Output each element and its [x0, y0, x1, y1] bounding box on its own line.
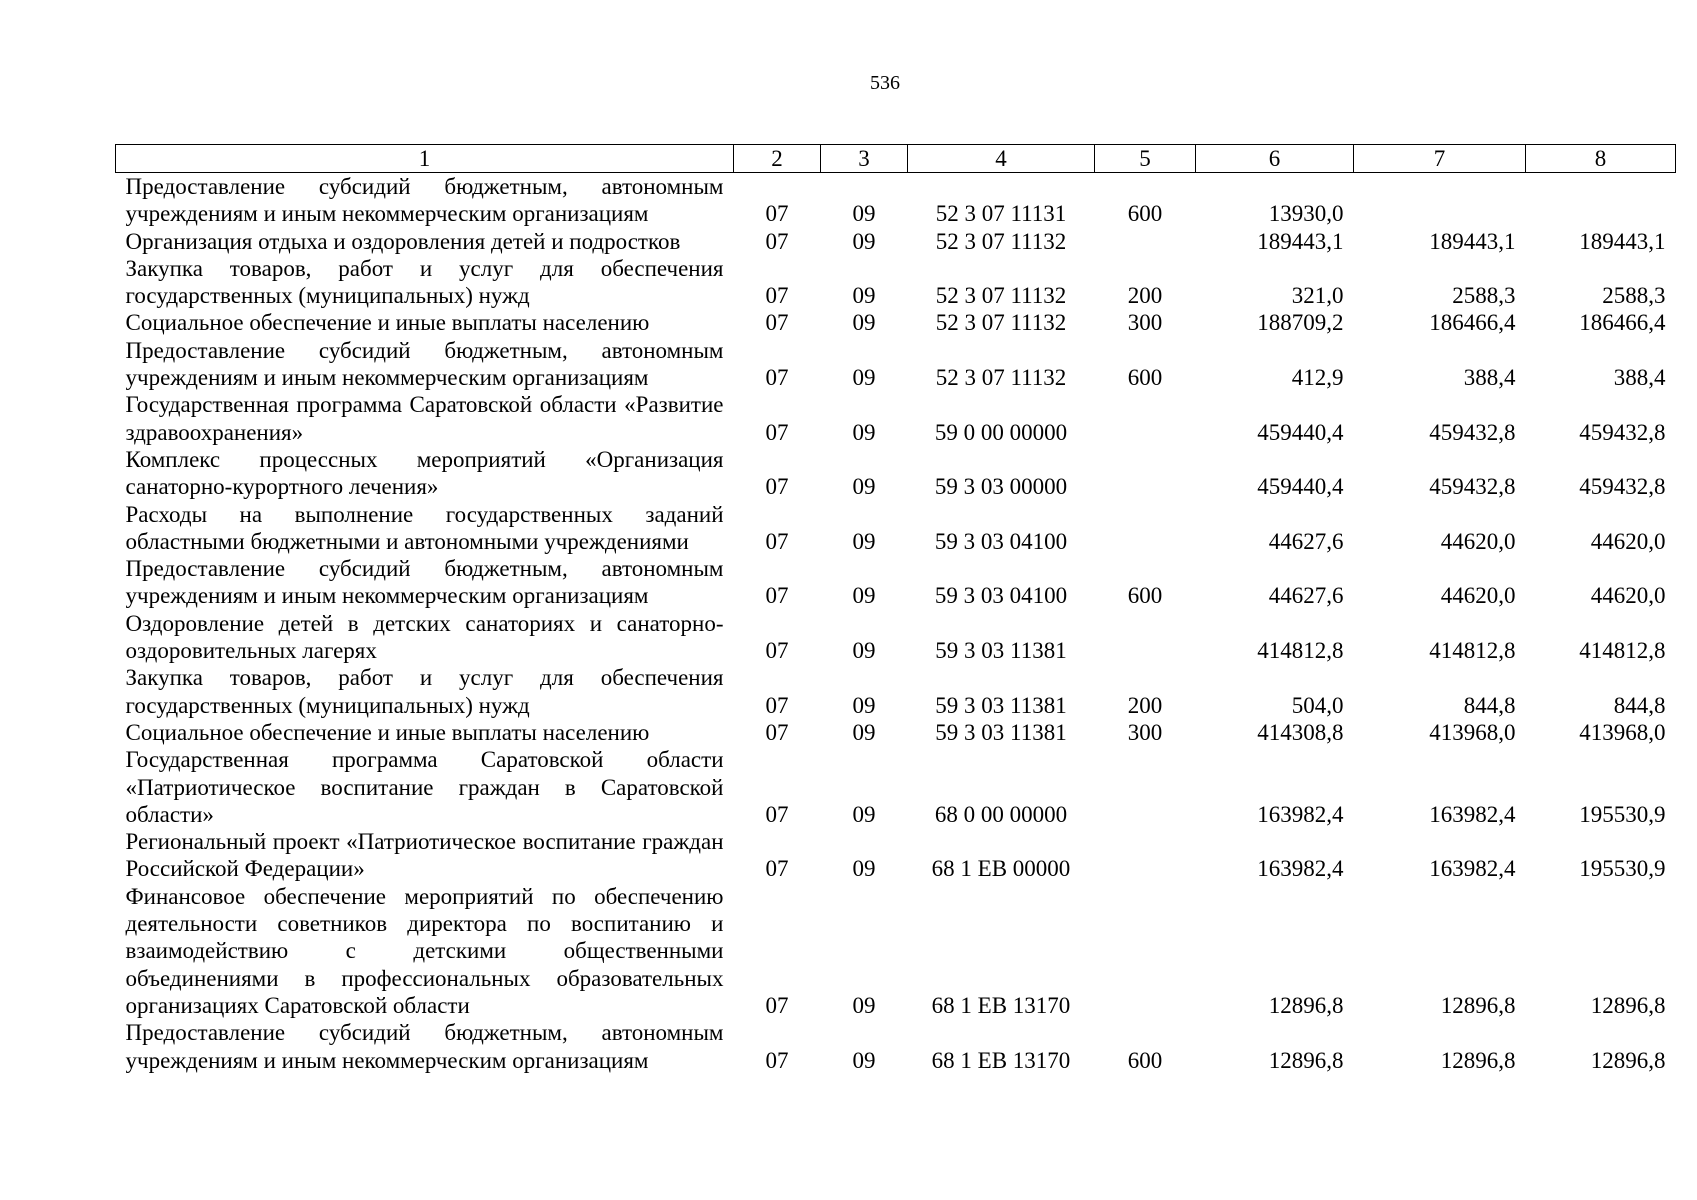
table-header — [116, 145, 1676, 173]
row-description: Оздоровление детей в детских санаториях и санаторно-оздоровительных лагерях — [125, 610, 724, 664]
subsection-code: 09 — [852, 583, 876, 609]
table-row — [116, 1019, 1676, 1074]
amount-col-7: 44620,0 — [1440, 528, 1516, 554]
row-description: Финансовое обеспечение мероприятий по обеспечению деятельности советников директора по воспитанию и взаимодействию с детскими общественными объединениями в профессиональных образовательных организациях Саратовской области — [125, 883, 724, 1018]
row-description: Предоставление субсидий бюджетным, автономным учреждениям и иным некоммерческим организациям — [125, 337, 724, 391]
amount-col-8: 189443,1 — [1579, 228, 1666, 254]
expense-type-code: 600 — [1127, 201, 1163, 227]
target-article-code: 68 0 00 00000 — [934, 801, 1068, 827]
target-article-code: 59 3 03 04100 — [934, 528, 1068, 554]
amount-col-8: 195530,9 — [1579, 801, 1666, 827]
amount-col-8: 186466,4 — [1579, 310, 1666, 336]
column-header-5: 5 — [1095, 145, 1196, 173]
section-code: 07 — [765, 801, 789, 827]
table-body — [116, 173, 1676, 1074]
amount-col-8: 413968,0 — [1579, 719, 1666, 745]
expense-type-code: 600 — [1127, 365, 1163, 391]
expense-type-code — [1095, 501, 1196, 556]
amount-col-7: 413968,0 — [1429, 719, 1516, 745]
amount-col-7: 163982,4 — [1429, 856, 1516, 882]
amount-col-7: 12896,8 — [1440, 1047, 1516, 1073]
section-code: 07 — [765, 992, 789, 1018]
table-row — [116, 337, 1676, 392]
amount-col-8: 459432,8 — [1579, 419, 1666, 445]
target-article-code: 52 3 07 11132 — [935, 228, 1067, 254]
table-row — [116, 228, 1676, 255]
target-article-code: 59 3 03 11381 — [935, 719, 1067, 745]
amount-col-7: 12896,8 — [1440, 992, 1516, 1018]
table-row — [116, 501, 1676, 556]
subsection-code: 09 — [852, 419, 876, 445]
target-article-code: 59 3 03 04100 — [934, 583, 1068, 609]
expense-type-code — [1095, 746, 1196, 828]
subsection-code: 09 — [852, 992, 876, 1018]
expense-type-code — [1095, 228, 1196, 255]
subsection-code: 09 — [852, 719, 876, 745]
amount-col-7 — [1354, 173, 1526, 228]
target-article-code: 52 3 07 11132 — [935, 310, 1067, 336]
subsection-code: 09 — [852, 692, 876, 718]
amount-col-7: 459432,8 — [1429, 419, 1516, 445]
amount-col-6: 189443,1 — [1257, 228, 1344, 254]
amount-col-8: 44620,0 — [1590, 528, 1666, 554]
table-row — [116, 446, 1676, 501]
section-code: 07 — [765, 638, 789, 664]
row-description: Организация отдыха и оздоровления детей и подростков — [125, 228, 681, 254]
expense-type-code: 300 — [1127, 719, 1163, 745]
target-article-code: 59 3 03 00000 — [934, 474, 1068, 500]
subsection-code: 09 — [852, 638, 876, 664]
section-code: 07 — [765, 474, 789, 500]
amount-col-6: 12896,8 — [1268, 992, 1344, 1018]
amount-col-7: 44620,0 — [1440, 583, 1516, 609]
row-description: Комплекс процессных мероприятий «Организация санаторно-курортного лечения» — [125, 446, 724, 500]
amount-col-8: 12896,8 — [1590, 992, 1666, 1018]
target-article-code: 52 3 07 11132 — [935, 365, 1067, 391]
table-row — [116, 664, 1676, 719]
amount-col-7: 459432,8 — [1429, 474, 1516, 500]
column-header-7: 7 — [1354, 145, 1526, 173]
row-description: Закупка товаров, работ и услуг для обеспечения государственных (муниципальных) нужд — [125, 665, 724, 718]
column-header-3: 3 — [821, 145, 908, 173]
amount-col-8: 459432,8 — [1579, 474, 1666, 500]
table-row — [116, 883, 1676, 1019]
amount-col-7: 189443,1 — [1429, 228, 1516, 254]
amount-col-8: 414812,8 — [1579, 638, 1666, 664]
column-header-2: 2 — [734, 145, 821, 173]
row-description: Расходы на выполнение государственных заданий областными бюджетными и автономными учреждениями — [125, 501, 724, 554]
section-code: 07 — [765, 856, 789, 882]
amount-col-6: 459440,4 — [1257, 474, 1344, 500]
amount-col-8: 2588,3 — [1602, 283, 1666, 309]
table-row — [116, 719, 1676, 746]
subsection-code: 09 — [852, 201, 876, 227]
expense-type-code: 200 — [1127, 692, 1163, 718]
amount-col-6: 163982,4 — [1257, 801, 1344, 827]
amount-col-8: 388,4 — [1613, 365, 1666, 391]
subsection-code: 09 — [852, 528, 876, 554]
row-description: Закупка товаров, работ и услуг для обеспечения государственных (муниципальных) нужд — [125, 255, 724, 309]
table-row — [116, 173, 1676, 228]
subsection-code: 09 — [852, 228, 876, 254]
amount-col-6: 188709,2 — [1257, 310, 1344, 336]
column-header-4: 4 — [908, 145, 1095, 173]
subsection-code: 09 — [852, 474, 876, 500]
amount-col-7: 186466,4 — [1429, 310, 1516, 336]
amount-col-8: 195530,9 — [1579, 856, 1666, 882]
target-article-code: 68 1 ЕВ 00000 — [931, 856, 1071, 882]
target-article-code: 59 0 00 00000 — [934, 419, 1068, 445]
table-row — [116, 828, 1676, 883]
expense-type-code — [1095, 883, 1196, 1019]
amount-col-7: 388,4 — [1463, 365, 1516, 391]
section-code: 07 — [765, 719, 789, 745]
amount-col-6: 44627,6 — [1268, 528, 1344, 554]
row-description: Социальное обеспечение и иные выплаты населению — [125, 310, 650, 336]
target-article-code: 68 1 ЕВ 13170 — [931, 992, 1071, 1018]
table-row — [116, 746, 1676, 828]
amount-col-6: 414308,8 — [1257, 719, 1344, 745]
amount-col-6: 44627,6 — [1268, 583, 1344, 609]
expense-type-code: 200 — [1127, 283, 1163, 309]
amount-col-8 — [1526, 173, 1676, 228]
table-row — [116, 555, 1676, 610]
amount-col-6: 412,9 — [1291, 365, 1344, 391]
subsection-code: 09 — [852, 283, 876, 309]
expense-type-code: 300 — [1127, 310, 1163, 336]
amount-col-8: 44620,0 — [1590, 583, 1666, 609]
expense-type-code — [1095, 446, 1196, 501]
expense-type-code: 600 — [1127, 583, 1163, 609]
table-row — [116, 309, 1676, 336]
section-code: 07 — [765, 228, 789, 254]
expense-type-code — [1095, 391, 1196, 446]
amount-col-6: 504,0 — [1291, 692, 1344, 718]
table-row — [116, 391, 1676, 446]
target-article-code: 59 3 03 11381 — [935, 638, 1067, 664]
row-description: Государственная программа Саратовской области «Патриотическое воспитание граждан в Саратовской области» — [125, 747, 724, 827]
subsection-code: 09 — [852, 365, 876, 391]
amount-col-6: 459440,4 — [1257, 419, 1344, 445]
subsection-code: 09 — [852, 1047, 876, 1073]
table-row — [116, 255, 1676, 310]
section-code: 07 — [765, 310, 789, 336]
row-description: Государственная программа Саратовской области «Развитие здравоохранения» — [125, 392, 724, 445]
amount-col-6: 13930,0 — [1268, 201, 1344, 227]
table-row — [116, 610, 1676, 665]
section-code: 07 — [765, 419, 789, 445]
row-description: Предоставление субсидий бюджетным, автономным учреждениям и иным некоммерческим организациям — [125, 556, 724, 609]
row-description: Социальное обеспечение и иные выплаты населению — [125, 719, 650, 745]
budget-table — [115, 144, 1676, 1074]
amount-col-6: 12896,8 — [1268, 1047, 1344, 1073]
section-code: 07 — [765, 201, 789, 227]
column-header-8: 8 — [1526, 145, 1676, 173]
amount-col-7: 844,8 — [1463, 692, 1516, 718]
amount-col-7: 2588,3 — [1452, 283, 1516, 309]
section-code: 07 — [765, 365, 789, 391]
expense-type-code: 600 — [1127, 1047, 1163, 1073]
subsection-code: 09 — [852, 856, 876, 882]
column-header-1: 1 — [116, 145, 734, 173]
row-description: Предоставление субсидий бюджетным, автономным учреждениям и иным некоммерческим организациям — [125, 174, 724, 227]
section-code: 07 — [765, 528, 789, 554]
target-article-code: 52 3 07 11132 — [935, 283, 1067, 309]
amount-col-8: 844,8 — [1613, 692, 1666, 718]
expense-type-code — [1095, 828, 1196, 883]
section-code: 07 — [765, 283, 789, 309]
subsection-code: 09 — [852, 310, 876, 336]
section-code: 07 — [765, 583, 789, 609]
row-description: Предоставление субсидий бюджетным, автономным учреждениям и иным некоммерческим организациям — [125, 1020, 724, 1073]
amount-col-6: 163982,4 — [1257, 856, 1344, 882]
amount-col-6: 321,0 — [1291, 283, 1344, 309]
amount-col-7: 163982,4 — [1429, 801, 1516, 827]
amount-col-6: 414812,8 — [1257, 638, 1344, 664]
target-article-code: 59 3 03 11381 — [935, 692, 1067, 718]
amount-col-7: 414812,8 — [1429, 638, 1516, 664]
page-number: 536 — [870, 72, 900, 94]
row-description: Региональный проект «Патриотическое воспитание граждан Российской Федерации» — [125, 829, 724, 882]
expense-type-code — [1095, 610, 1196, 665]
target-article-code: 68 1 ЕВ 13170 — [931, 1047, 1071, 1073]
section-code: 07 — [765, 1047, 789, 1073]
column-header-6: 6 — [1196, 145, 1354, 173]
subsection-code: 09 — [852, 801, 876, 827]
target-article-code: 52 3 07 11131 — [935, 201, 1067, 227]
section-code: 07 — [765, 692, 789, 718]
amount-col-8: 12896,8 — [1590, 1047, 1666, 1073]
